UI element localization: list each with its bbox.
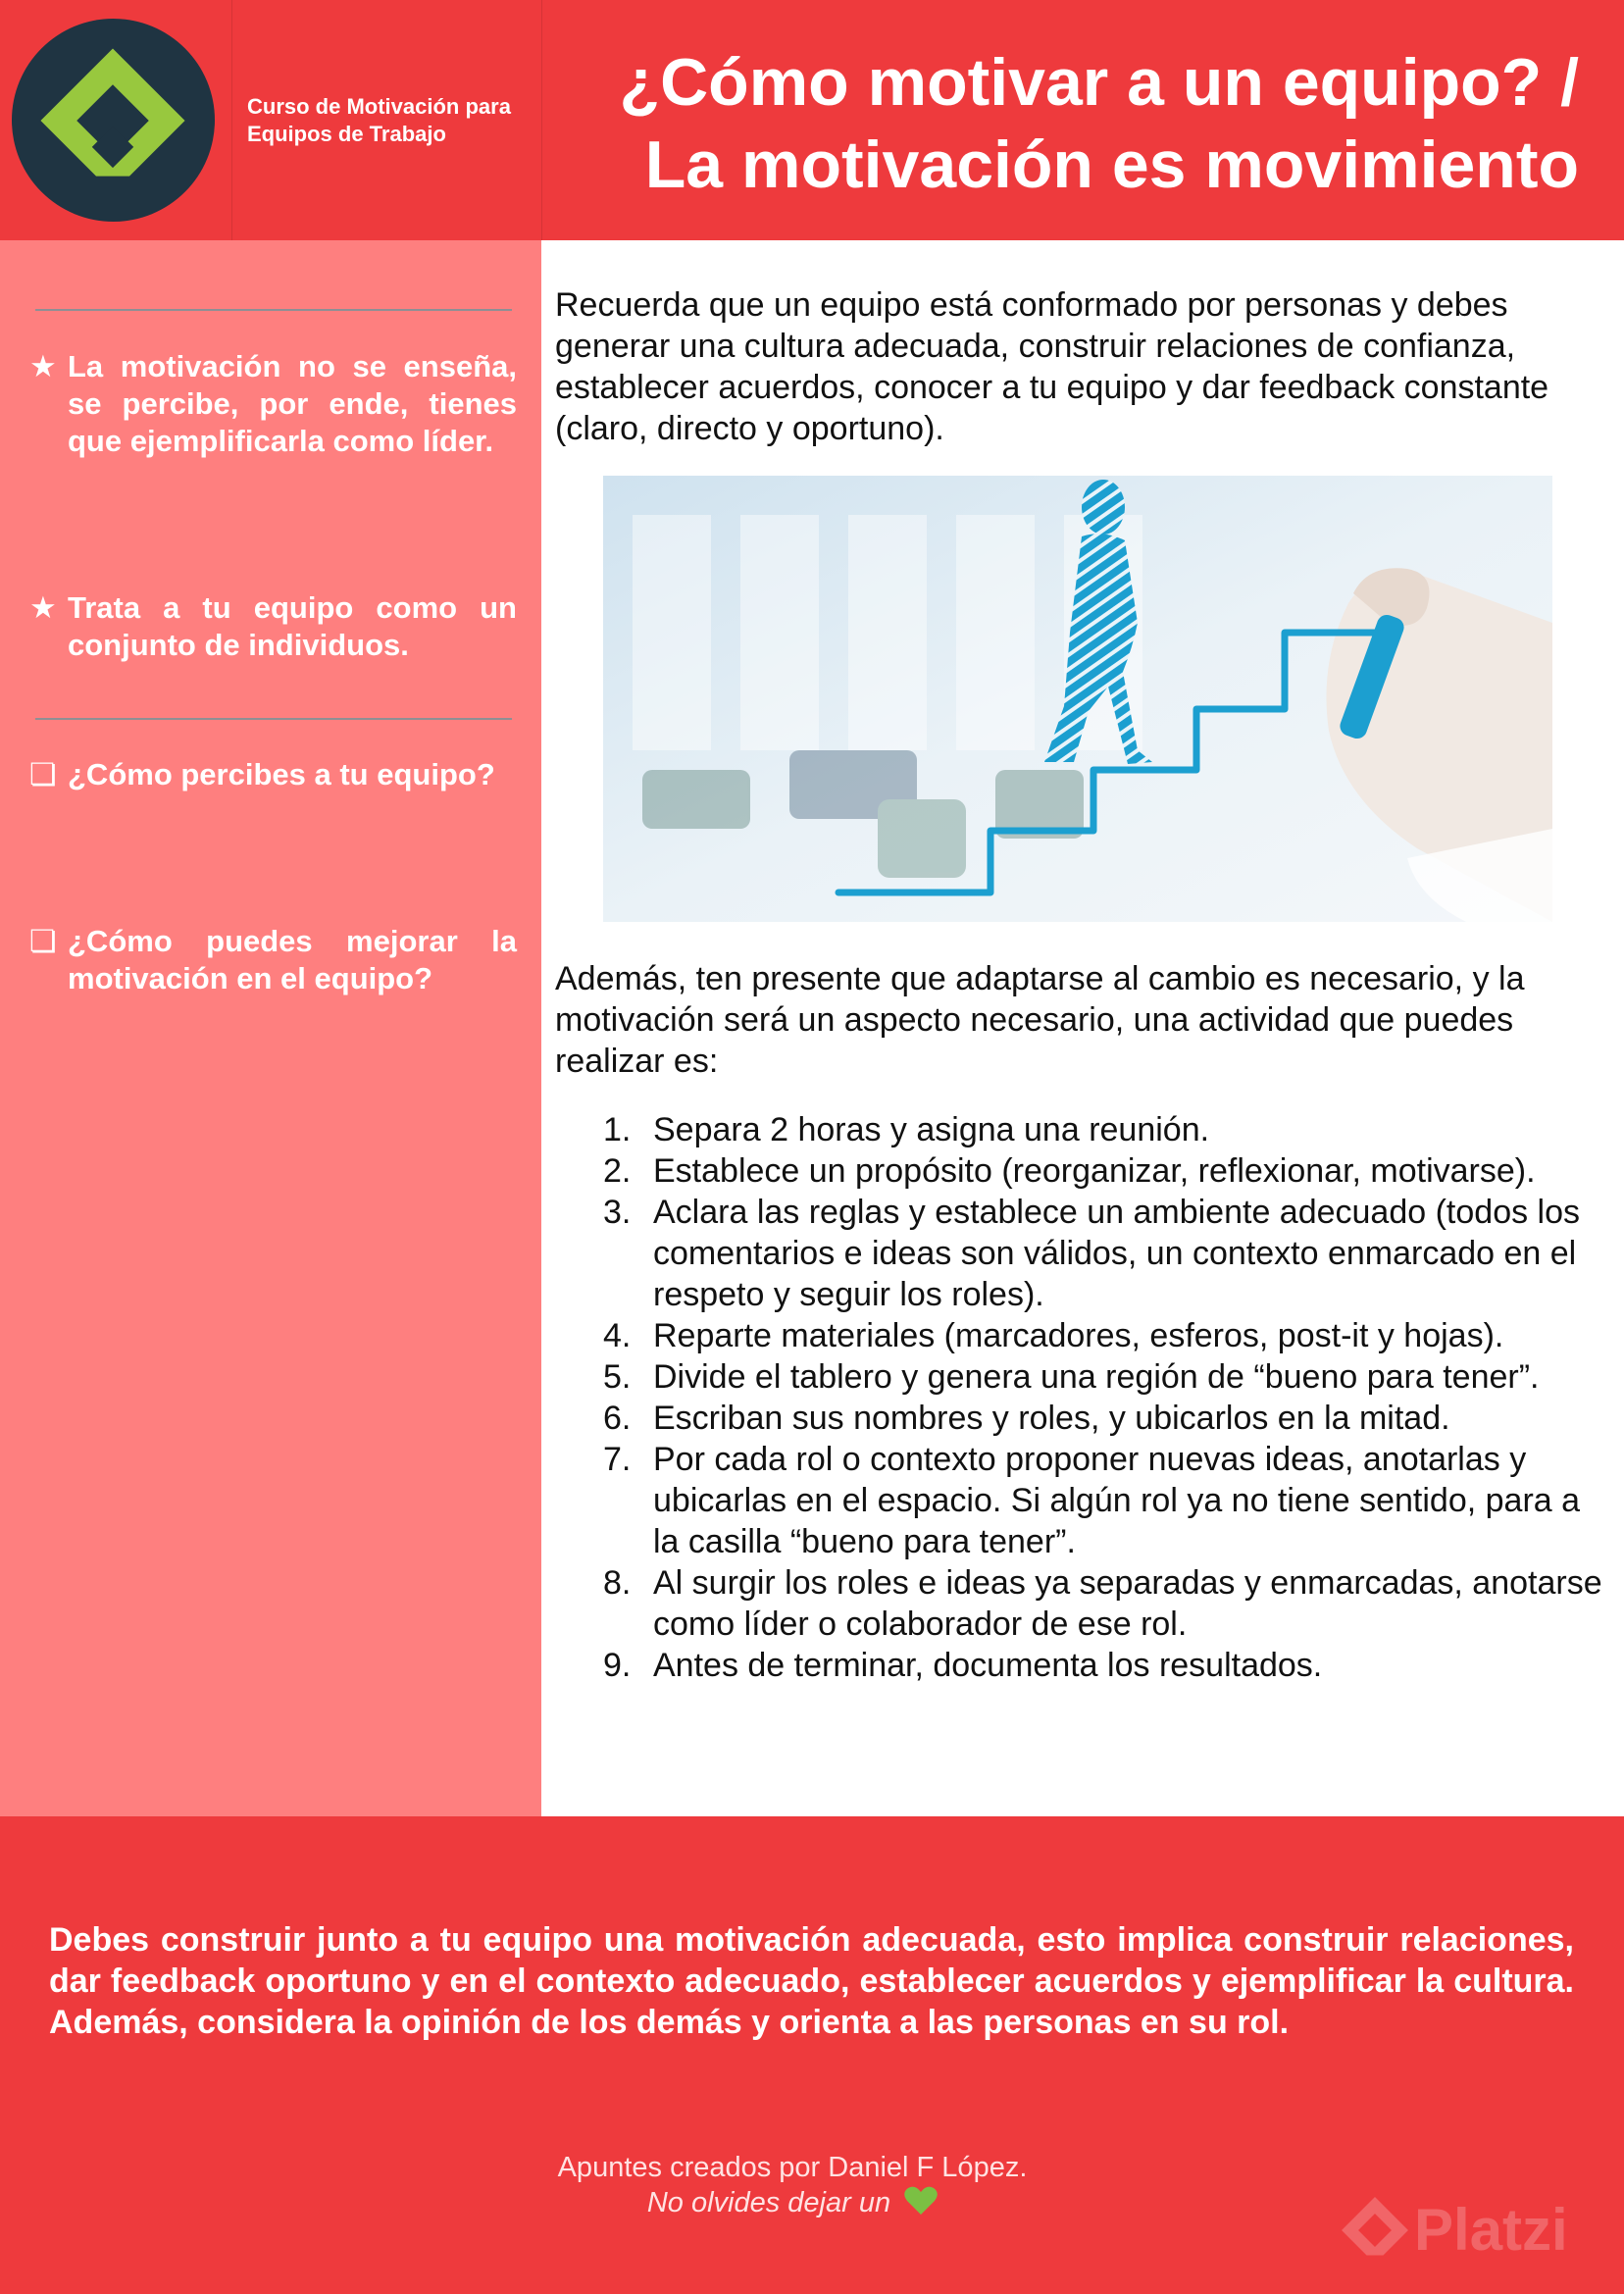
question-text: ¿Cómo puedes mejorar la motivación en el equipo? (68, 924, 517, 995)
step-text: Aclara las reglas y establece un ambiente adecuado (todos los comentarios e ideas son válidos, un contexto enmarcado en el respeto y seguir los roles). (653, 1194, 1581, 1313)
step-text: Divide el tablero y genera una región de “bueno para tener”. (653, 1358, 1540, 1396)
sidebar (0, 240, 541, 1816)
key-point (29, 589, 517, 664)
green-heart-icon (904, 2186, 938, 2224)
star-icon: ★ (29, 590, 57, 625)
question-item (29, 923, 517, 997)
step-text: Establece un propósito (reorganizar, reflexionar, motivarse). (653, 1152, 1536, 1190)
list-item: 6. Escriban sus nombres y roles, y ubicarlos en la mitad. (603, 1400, 1450, 1437)
platzi-watermark (1336, 2191, 1568, 2274)
step-text: Separa 2 horas y asigna una reunión. (653, 1111, 1210, 1148)
course-name: Curso de Motivación para Equipos de Trabajo (247, 94, 511, 146)
step-text: Al surgir los roles e ideas ya separadas y enmarcadas, anotarse como líder o colaborador de ese rol. (653, 1564, 1602, 1643)
intro-paragraph: Recuerda que un equipo está conformado por personas y debes generar una cultura adecuada, construir relaciones de confianza, establecer acuerdos, conocer a tu equipo y dar feedback constante (claro, directo y oportuno). (555, 286, 1549, 447)
list-item: 2. Establece un propósito (reorganizar, reflexionar, motivarse). (603, 1152, 1536, 1190)
summary-paragraph: Debes construir junto a tu equipo una motivación adecuada, esto implica construir relaciones, dar feedback oportuno y en el contexto adecuado, establecer acuerdos y ejemplificar la cultura. Además, considera la opinión de los demás y orienta a las personas en su rol. (49, 1921, 1574, 2041)
step-text: Antes de terminar, documenta los resultados. (653, 1647, 1323, 1684)
list-item: 1. Separa 2 horas y asigna una reunión. (603, 1111, 1210, 1148)
footer (0, 1816, 1624, 2294)
page-title: ¿Cómo motivar a un equipo? / La motivación es movimiento (619, 45, 1579, 202)
list-item: 5. Divide el tablero y genera una región de “bueno para tener”. (603, 1358, 1540, 1396)
star-icon: ★ (29, 349, 57, 383)
stairs-illustration (603, 476, 1552, 922)
key-point-text: La motivación no se enseña, se percibe, por ende, tienes que ejemplificarla como líder. (68, 349, 517, 458)
header-divider (231, 0, 232, 240)
credits-text: Apuntes creados por Daniel F López. (557, 2152, 1028, 2183)
checkbox-icon: ❏ (29, 924, 57, 958)
header (0, 0, 1624, 240)
list-item: 3. Aclara las reglas y establece un ambiente adecuado (todos los comentarios e ideas son válidos, un contexto enmarcado en el respeto y seguir los roles). (603, 1194, 1581, 1313)
question-item (29, 756, 517, 793)
key-point (29, 348, 517, 460)
followup-paragraph: Además, ten presente que adaptarse al cambio es necesario, y la motivación será un aspecto necesario, una actividad que puedes realizar es: (555, 960, 1525, 1080)
checkbox-icon: ❏ (29, 757, 57, 791)
step-text: Escriban sus nombres y roles, y ubicarlos en la mitad. (653, 1400, 1450, 1437)
platzi-logo (12, 19, 215, 222)
list-item: 8. Al surgir los roles e ideas ya separadas y enmarcadas, anotarse como líder o colaborador de ese rol. (603, 1564, 1602, 1643)
platzi-logo-icon (12, 19, 215, 222)
steps-list (555, 1109, 1604, 1686)
watermark-text: Platzi (1414, 2197, 1568, 2263)
platzi-watermark-icon (1336, 2191, 1414, 2269)
step-text: Por cada rol o contexto proponer nuevas ideas, anotarlas y ubicarlas en el espacio. Si algún rol ya no tiene sentido, para a la casilla “bueno para tener”. (653, 1441, 1581, 1560)
sidebar-divider (35, 309, 512, 311)
list-item: 4. Reparte materiales (marcadores, esferos, post-it y hojas). (603, 1317, 1504, 1354)
header-divider (541, 0, 542, 240)
key-point-text: Trata a tu equipo como un conjunto de individuos. (68, 590, 517, 662)
step-text: Reparte materiales (marcadores, esferos, post-it y hojas). (653, 1317, 1504, 1354)
list-item: 9. Antes de terminar, documenta los resultados. (603, 1647, 1323, 1684)
sidebar-divider (35, 718, 512, 720)
list-item: 7. Por cada rol o contexto proponer nuevas ideas, anotarlas y ubicarlas en el espacio. Si algún rol ya no tiene sentido, para a la casilla “bueno para tener”. (603, 1441, 1581, 1560)
reminder-text: No olvides dejar un (646, 2187, 891, 2218)
question-text: ¿Cómo percibes a tu equipo? (68, 757, 495, 791)
